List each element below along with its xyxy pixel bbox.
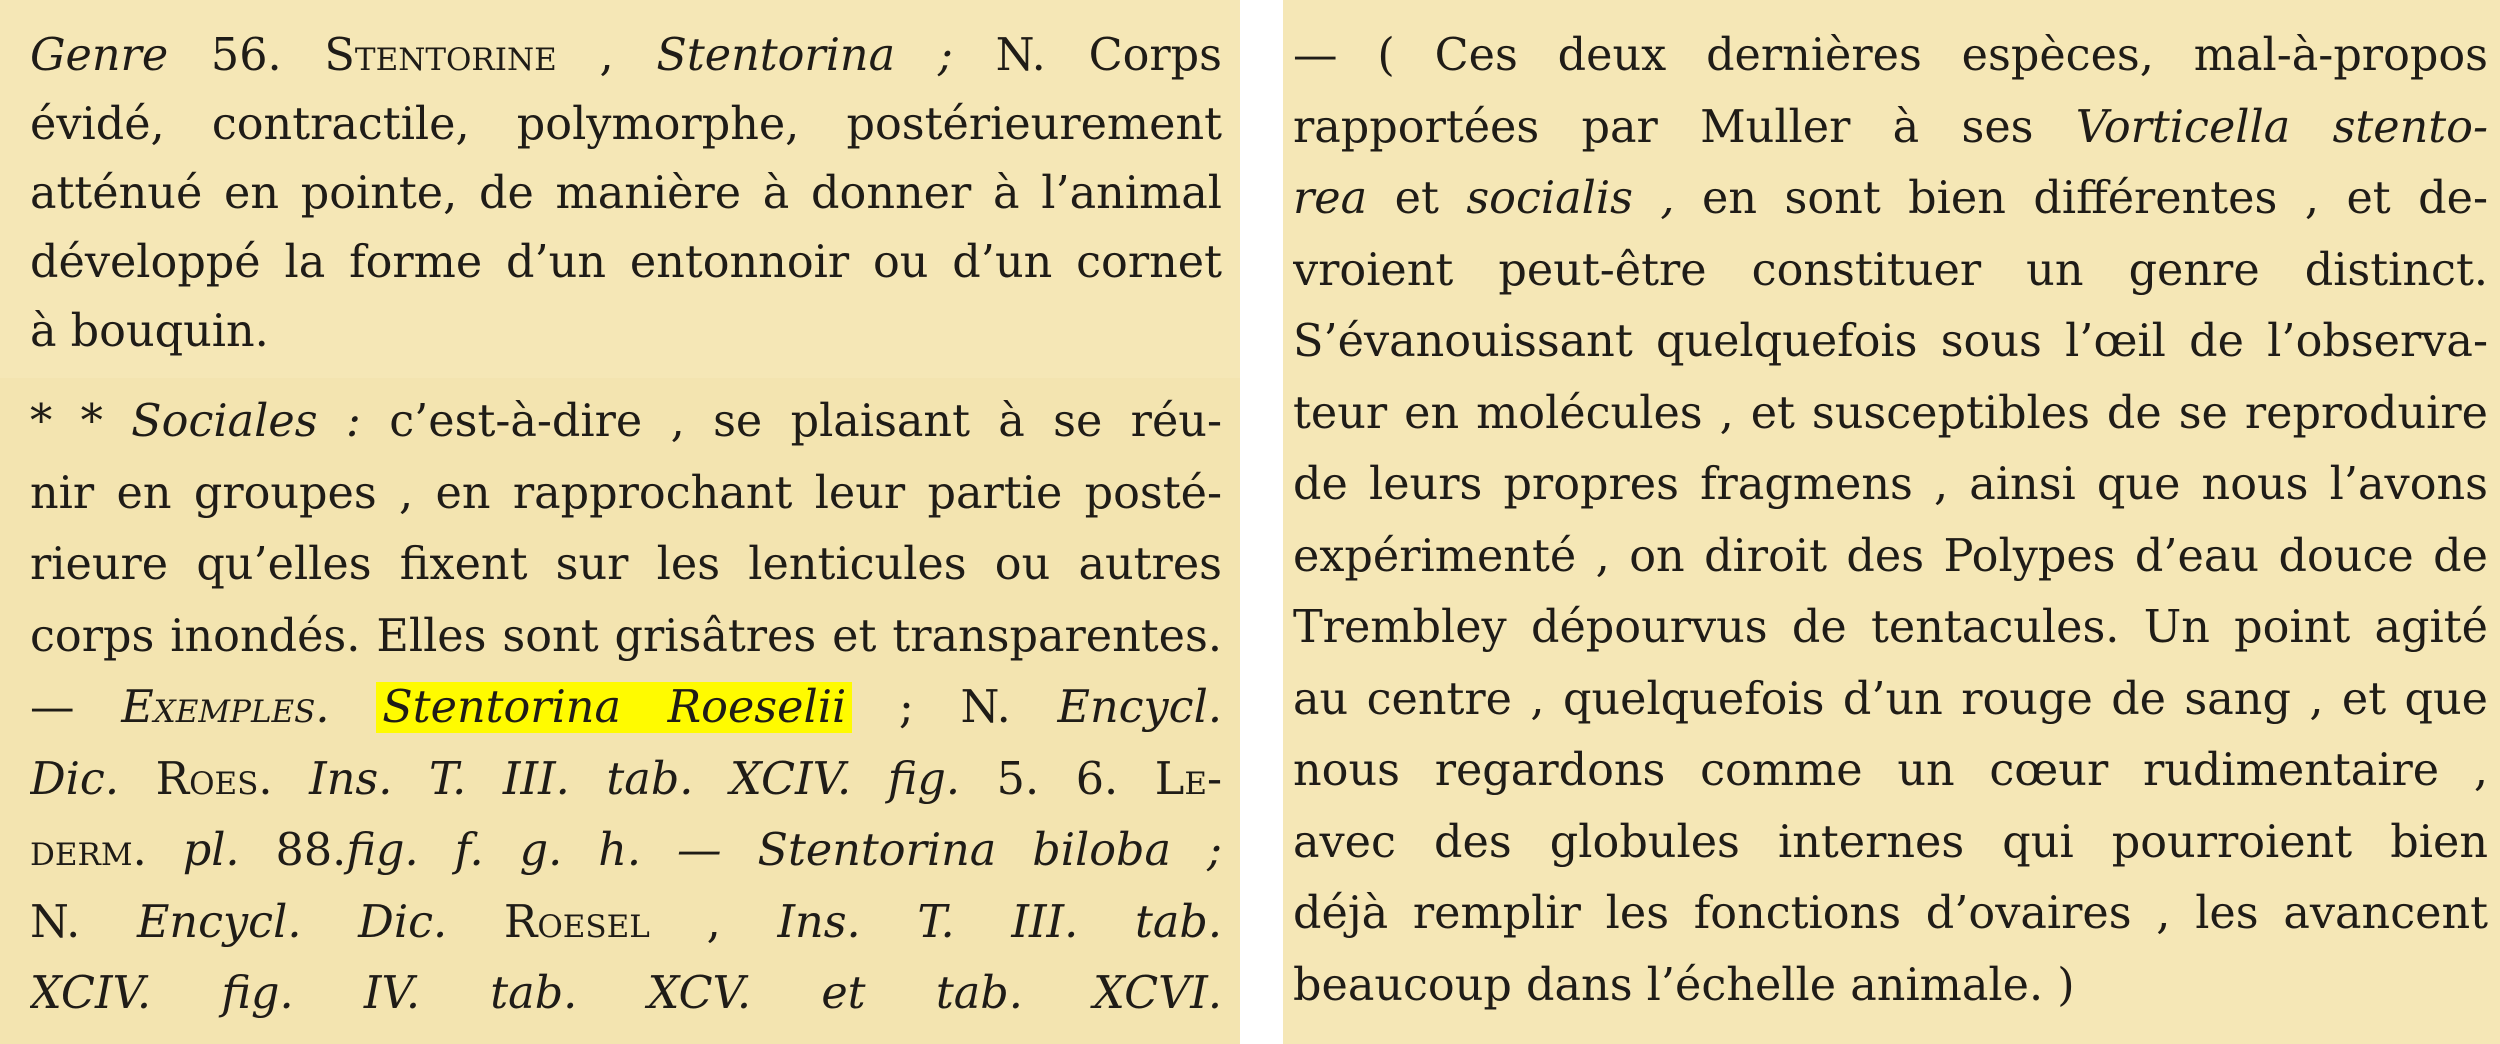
text-segment: Stentorine [324, 30, 557, 81]
text-segment: rieure qu’elles fixent sur les lenticules ou autres [30, 539, 1222, 590]
text-segment: fig. f. g. h. — Stentorina biloba ; [346, 825, 1222, 876]
text-segment: derm. [30, 825, 147, 876]
text-segment: N. [30, 896, 137, 948]
left-top-panel [0, 0, 1240, 378]
text-segment: 5. 6. [960, 753, 1155, 805]
text-segment: * * [30, 396, 132, 447]
text-segment: Encycl. Dic. [136, 896, 448, 948]
text-segment: Roes. [155, 753, 273, 805]
text-segment: Genre [30, 30, 169, 81]
text-segment: à bouquin. [30, 306, 269, 357]
text-segment: ; N. [852, 682, 1058, 733]
text-line [1293, 22, 2488, 90]
text-segment: Ins. T. III. tab. [777, 896, 1222, 948]
text-segment: XCIV. fig. IV. tab. XCV. et tab. XCVI. [30, 968, 1222, 1019]
text-segment: évidé, contractile, polymorphe, postérieurement [30, 99, 1222, 150]
text-line [1293, 809, 2488, 877]
text-line [1293, 380, 2488, 448]
text-line [30, 746, 1222, 814]
text-line [1293, 952, 2488, 1020]
right-text [1293, 22, 2488, 1032]
text-line [1293, 451, 2488, 519]
text-line [30, 889, 1222, 957]
text-segment: atténué en pointe, de manière à donner à l’animal [30, 168, 1222, 219]
text-segment: teur en molécules , et susceptibles de se reproduire [1293, 387, 2488, 439]
text-segment [447, 897, 504, 948]
text-segment: pl. [182, 825, 240, 876]
text-segment: Sociales : [131, 396, 361, 447]
text-segment: Exemples. [121, 682, 330, 733]
text-line [30, 817, 1222, 885]
right-panel [1283, 0, 2500, 1044]
text-segment: Encycl. [1057, 682, 1222, 733]
text-segment: 88. [239, 825, 347, 876]
text-segment: , [649, 896, 778, 948]
text-line [30, 388, 1222, 456]
text-line [1293, 308, 2488, 376]
text-segment: développé la forme d’un entonnoir ou d’un cornet [30, 237, 1222, 288]
text-line [1293, 94, 2488, 162]
text-segment: N. Corps [952, 30, 1222, 81]
text-segment: vroient peut-être constituer un genre distinct. [1293, 244, 2488, 296]
text-line [1293, 165, 2488, 233]
text-segment: et [1367, 173, 1467, 224]
text-segment: Le- [1154, 753, 1222, 805]
text-segment: — [30, 682, 122, 733]
text-segment: déjà remplir les fonctions d’ovaires , les avancent [1293, 888, 2488, 939]
text-segment: Ins. T. III. tab. XCIV. fig. [309, 753, 961, 805]
left-bottom-text [30, 388, 1222, 1038]
text-segment: c’est-à-dire , se plaisant à se réu- [360, 396, 1222, 447]
text-segment: corps inondés. Elles sont grisâtres et transparentes. [30, 610, 1222, 662]
text-segment: nir en groupes , en rapprochant leur partie posté- [30, 467, 1222, 519]
text-line [1293, 523, 2488, 591]
highlighted-text: Stentorina Roeselii [376, 682, 852, 733]
text-line [1293, 737, 2488, 805]
text-segment: beaucoup dans l’échelle animale. ) [1293, 959, 2075, 1011]
text-segment: expérimenté , on diroit des Polypes d’eau douce de [1293, 530, 2488, 582]
text-segment: de leurs propres fragmens , ainsi que nous l’avons [1293, 459, 2488, 510]
text-segment: , [556, 30, 657, 81]
text-segment: Trembley dépourvus de tentacules. Un point agité [1293, 602, 2488, 653]
text-line [30, 960, 1222, 1028]
text-segment [119, 754, 156, 805]
text-line [1293, 880, 2488, 948]
text-line [30, 603, 1222, 671]
text-line [30, 229, 1222, 297]
text-line [30, 160, 1222, 228]
text-segment [147, 825, 183, 876]
text-segment: rapportées par Muller à ses [1293, 101, 2076, 153]
text-segment: socialis , [1466, 173, 1675, 224]
text-segment: — ( Ces deux dernières espèces, mal-à-propos [1293, 30, 2488, 81]
text-line [30, 674, 1222, 742]
text-segment: avec des globules internes qui pourroient bien [1293, 816, 2488, 868]
text-segment: rea [1293, 173, 1368, 224]
text-line [1293, 666, 2488, 734]
text-segment [330, 682, 377, 733]
text-segment: nous regardons comme un cœur rudimentaire , [1293, 745, 2488, 796]
text-line [1293, 237, 2488, 305]
text-segment [273, 754, 310, 805]
text-line [30, 91, 1222, 159]
text-segment: Roesel [503, 896, 650, 948]
text-segment: en sont bien différentes , et de- [1674, 173, 2488, 224]
left-bottom-panel [0, 378, 1240, 1044]
text-segment: au centre , quelquefois d’un rouge de sang , et que [1293, 673, 2488, 725]
text-line [30, 460, 1222, 528]
text-segment: S’évanouissant quelquefois sous l’œil de l’observa- [1293, 316, 2488, 367]
text-line [1293, 594, 2488, 662]
text-segment: Dic. [30, 753, 119, 805]
text-line [30, 22, 1222, 90]
left-top-text [30, 22, 1222, 372]
text-segment: Vorticella stento- [2075, 101, 2488, 153]
text-segment: 56. [168, 30, 325, 81]
text-line [30, 531, 1222, 599]
text-line [30, 298, 1222, 366]
text-segment: Stentorina ; [656, 30, 953, 81]
